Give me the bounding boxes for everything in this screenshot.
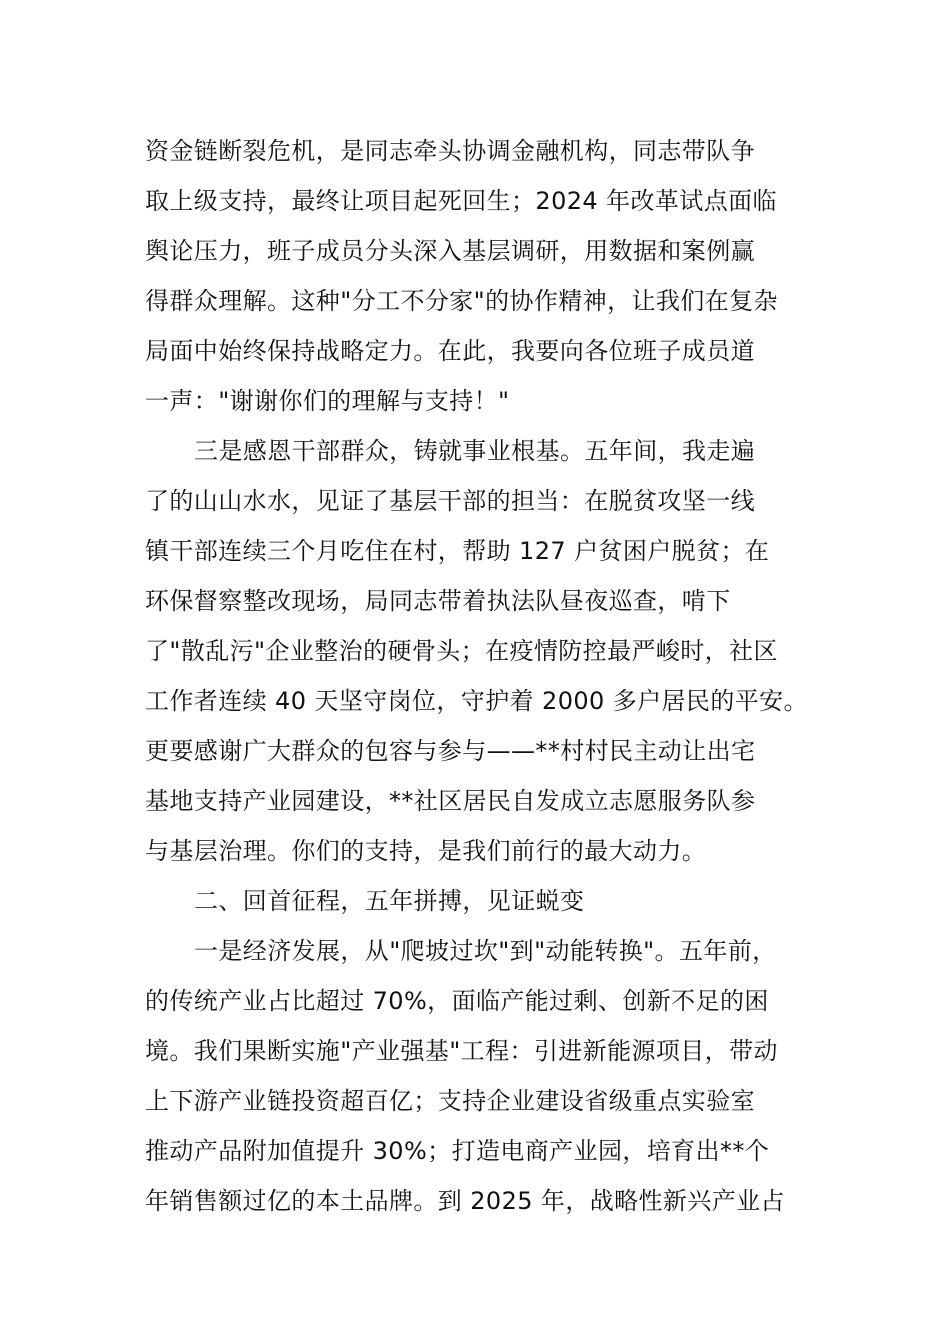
text-line: 基地支持产业园建设，**社区居民自发成立志愿服务队参 [145,787,756,815]
text-line: 推动产品附加值提升 30%；打造电商产业园，培育出**个 [145,1137,770,1165]
text-line: 取上级支持，最终让项目起死回生；2024 年改革试点面临 [145,187,777,215]
text-line: 得群众理解。这种"分工不分家"的协作精神，让我们在复杂 [145,287,778,315]
text-line: 更要感谢广大群众的包容与参与——**村村民主动让出宅 [145,737,756,765]
text-line: 境。我们果断实施"产业强基"工程：引进新能源项目，带动 [145,1037,778,1065]
text-line: 局面中始终保持战略定力。在此，我要向各位班子成员道 [145,337,755,365]
text-line: 三是感恩干部群众，铸就事业根基。五年间，我走遍 [194,437,756,465]
text-line: 了的山山水水，见证了基层干部的担当：在脱贫攻坚一线 [145,487,755,515]
text-line: 一是经济发展，从"爬坡过坎"到"动能转换"。五年前， [194,937,777,965]
text-line: 一声："谢谢你们的理解与支持！" [145,387,510,415]
text-line: 舆论压力，班子成员分头深入基层调研，用数据和案例赢 [145,237,755,265]
text-line: 了"散乱污"企业整治的硬骨头；在疫情防控最严峻时，社区 [145,637,778,665]
text-line: 年销售额过亿的本土品牌。到 2025 年，战略性新兴产业占 [145,1187,785,1215]
document-body [145,126,815,1226]
text-line: 二、回首征程，五年拼搏，见证蜕变 [194,887,585,915]
text-line: 的传统产业占比超过 70%，面临产能过剩、创新不足的困 [145,987,769,1015]
text-line: 资金链断裂危机，是同志牵头协调金融机构，同志带队争 [145,137,755,165]
text-line: 镇干部连续三个月吃住在村，帮助 127 户贫困户脱贫；在 [145,537,770,565]
text-line: 与基层治理。你们的支持，是我们前行的最大动力。 [145,837,707,865]
text-line: 上下游产业链投资超百亿；支持企业建设省级重点实验室 [145,1087,755,1115]
text-line: 工作者连续 40 天坚守岗位，守护着 2000 多户居民的平安。 [145,687,808,715]
text-line: 环保督察整改现场，局同志带着执法队昼夜巡查，啃下 [145,587,731,615]
